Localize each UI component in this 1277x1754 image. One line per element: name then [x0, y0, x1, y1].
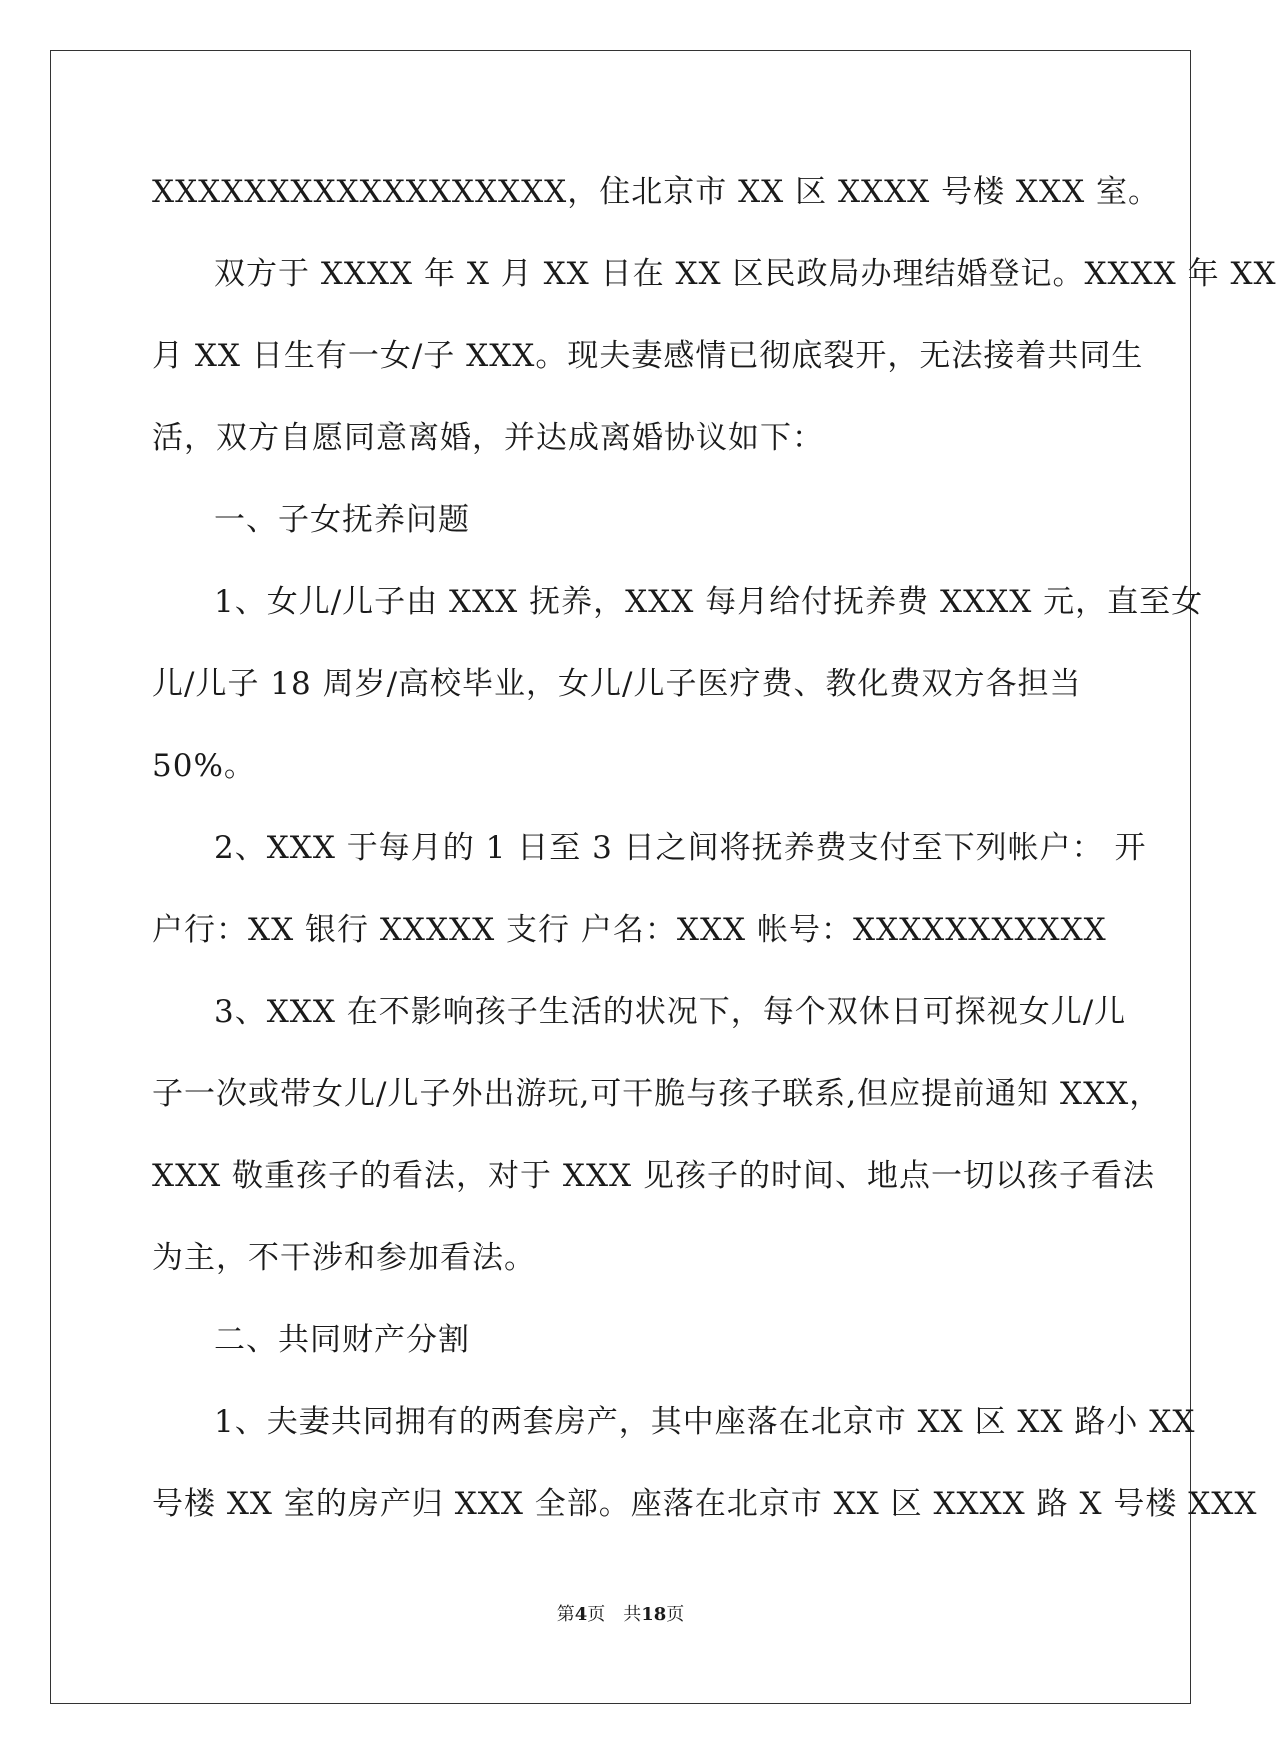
section-heading-child-custody: 一、子女抚养问题	[214, 502, 470, 538]
footer-total-prefix: 共	[623, 1604, 642, 1625]
text-line: 月 XX 日生有一女/子 XXX。现夫妻感情已彻底裂开，无法接着共同生	[152, 338, 1144, 374]
clause-custody-3: 3、XXX 在不影响孩子生活的状况下，每个双休日可探视女儿/儿	[214, 994, 1127, 1030]
document-body	[152, 164, 1277, 1558]
current-page-number: 4	[574, 1604, 588, 1625]
total-page-count: 18	[641, 1604, 667, 1625]
text-line: 50%。	[152, 748, 256, 784]
text-line: 子一次或带女儿/儿子外出游玩,可干脆与孩子联系,但应提前通知 XXX，	[152, 1076, 1162, 1112]
text-line: 为主，不干涉和参加看法。	[152, 1240, 536, 1276]
paragraph-marriage-registration: 双方于 XXXX 年 X 月 XX 日在 XX 区民政局办理结婚登记。XXXX 年 XX	[214, 256, 1277, 292]
clause-custody-2: 2、XXX 于每月的 1 日至 3 日之间将抚养费支付至下列帐户： 开	[214, 830, 1147, 866]
text-line: 户行：XX 银行 XXXXX 支行 户名：XXX 帐号：XXXXXXXXXXX	[152, 912, 1107, 948]
text-line: XXXXXXXXXXXXXXXXXX，住北京市 XX 区 XXXX 号楼 XXX 室。	[152, 174, 1160, 210]
text-line: 号楼 XX 室的房产归 XXX 全部。座落在北京市 XX 区 XXXX 路 X 号楼 XXX	[152, 1486, 1258, 1522]
clause-property-1: 1、夫妻共同拥有的两套房产，其中座落在北京市 XX 区 XX 路小 XX	[214, 1404, 1196, 1440]
text-line: 儿/儿子 18 周岁/高校毕业，女儿/儿子医疗费、教化费双方各担当	[152, 666, 1082, 702]
footer-prefix: 第	[556, 1604, 575, 1625]
text-line: 活，双方自愿同意离婚，并达成离婚协议如下：	[152, 420, 824, 456]
clause-custody-1: 1、女儿/儿子由 XXX 抚养，XXX 每月给付抚养费 XXXX 元，直至女	[214, 584, 1204, 620]
text-line: XXX 敬重孩子的看法，对于 XXX 见孩子的时间、地点一切以孩子看法	[152, 1158, 1155, 1194]
footer-total-suffix: 页	[666, 1604, 685, 1625]
page-footer	[0, 1600, 1241, 1626]
section-heading-property-division: 二、共同财产分割	[214, 1322, 470, 1358]
footer-page-suffix: 页	[587, 1604, 606, 1625]
